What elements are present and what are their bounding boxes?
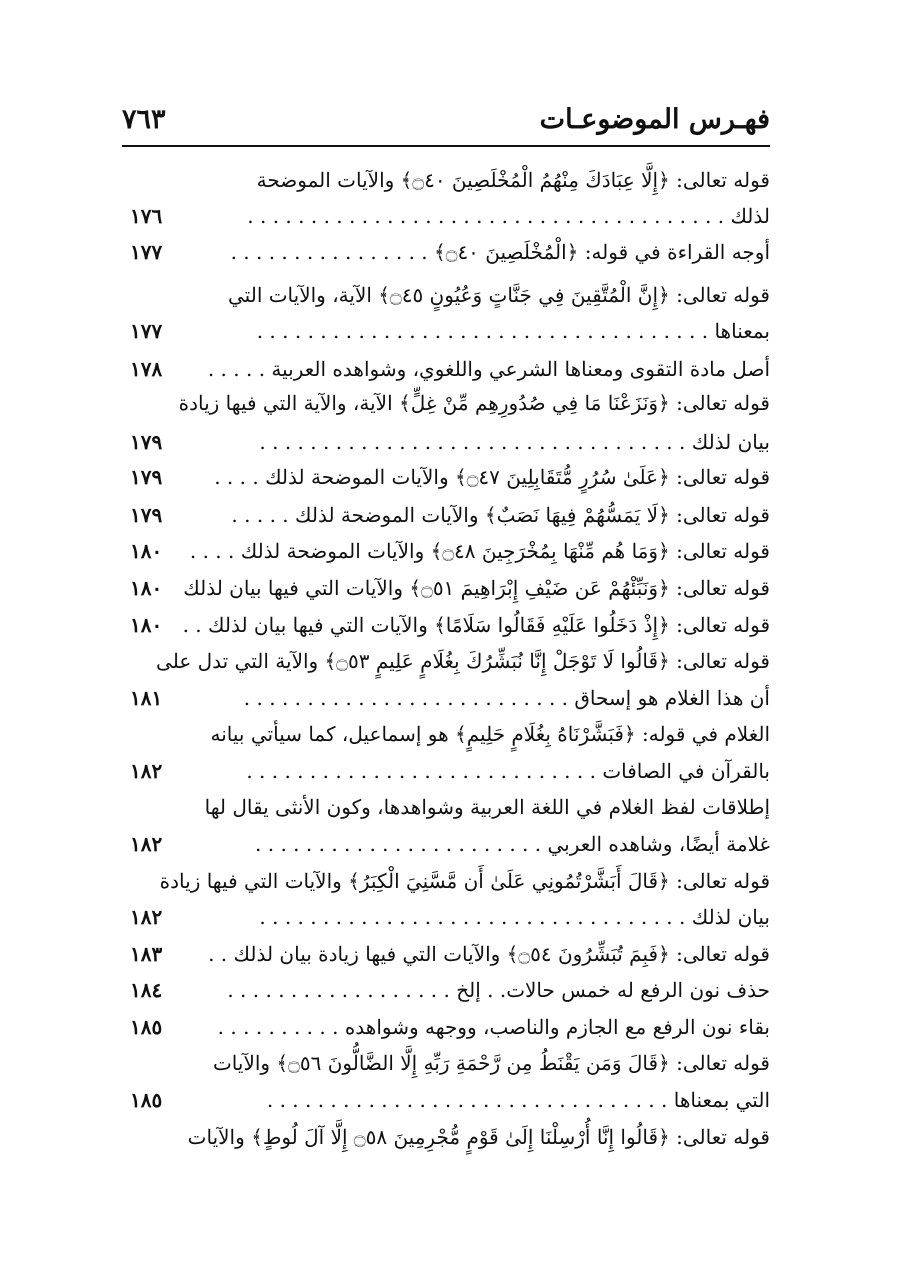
line-page-number: ١٧٩ — [130, 465, 163, 489]
line-text: قوله تعالى: ﴿عَلَىٰ سُرُرٍ مُّتَقَابِلِينَ ۝٤٧﴾ والآيات الموضحة لذلك . . . . — [214, 465, 770, 489]
header-rule — [122, 145, 770, 147]
line-text: غلامة أيضًا، وشاهده العربي . . . . . . . . . . . . . . . . . . . . . . . — [255, 832, 770, 856]
index-line — [130, 319, 770, 351]
line-text: قوله تعالى: ﴿وَنَبِّئْهُمْ عَن ضَيْفِ إِبْرَاهِيمَ ۝٥١﴾ والآيات التي فيها بيان لذلك — [183, 576, 770, 600]
line-page-number: ١٧٧ — [130, 319, 163, 343]
index-line — [130, 576, 770, 608]
line-page-number: ١٨٤ — [130, 978, 163, 1002]
index-line — [130, 722, 770, 754]
line-text: قوله تعالى: ﴿إِذْ دَخَلُوا عَلَيْهِ فَقَالُوا سَلَامًا﴾ والآيات التي فيها بيان لذلك . . — [182, 613, 770, 637]
running-title: فهـرس الموضوعـات — [539, 104, 770, 135]
index-line — [130, 1088, 770, 1120]
line-text: قوله تعالى: ﴿وَنَزَعْنَا مَا فِي صُدُورِهِم مِّنْ غِلٍّ﴾ الآية، والآية التي فيها زيادة — [178, 391, 770, 415]
line-text: أن هذا الغلام هو إسحاق . . . . . . . . . . . . . . . . . . . . . . . . . . — [243, 686, 770, 710]
index-line — [130, 1125, 770, 1157]
line-page-number: ١٨٠ — [130, 613, 163, 637]
line-text: بيان لذلك . . . . . . . . . . . . . . . . . . . . . . . . . . . . . . . . . . — [259, 430, 770, 454]
index-line — [130, 357, 770, 389]
line-page-number: ١٨١ — [130, 686, 163, 710]
line-page-number: ١٨٢ — [130, 759, 163, 783]
index-line — [130, 391, 770, 423]
line-text: قوله تعالى: ﴿قَالُوا إِنَّا أُرْسِلْنَا إِلَىٰ قَوْمٍ مُّجْرِمِينَ ۝٥٨ إِلَّا آلَ لُوطٍ﴾ والآيات — [187, 1125, 770, 1149]
index-line — [130, 686, 770, 718]
line-text: بمعناها . . . . . . . . . . . . . . . . . . . . . . . . . . . . . . . . . . . . — [256, 319, 770, 343]
line-page-number: ١٧٨ — [130, 357, 163, 381]
index-line — [130, 1051, 770, 1083]
line-text: قوله تعالى: ﴿وَمَا هُم مِّنْهَا بِمُخْرَجِينَ ۝٤٨﴾ والآيات الموضحة لذلك . . . . — [189, 539, 770, 563]
line-text: قوله تعالى: ﴿لَا يَمَسُّهُمْ فِيهَا نَصَبٌ﴾ والآيات الموضحة لذلك . . . . . — [231, 503, 770, 527]
index-line — [130, 240, 770, 272]
page-number: ٧٦٣ — [122, 104, 166, 135]
index-line — [130, 1015, 770, 1047]
index-line — [130, 832, 770, 864]
line-text: لذلك . . . . . . . . . . . . . . . . . . . . . . . . . . . . . . . . . . . . . . — [247, 204, 770, 228]
line-text: أصل مادة التقوى ومعناها الشرعي واللغوي، وشواهده العربية . . . . . — [207, 357, 770, 381]
line-text: قوله تعالى: ﴿فَبِمَ تُبَشِّرُونَ ۝٥٤﴾ والآيات التي فيها زيادة بيان لذلك . . — [208, 942, 770, 966]
index-line — [130, 503, 770, 535]
line-text: بالقرآن في الصافات . . . . . . . . . . . . . . . . . . . . . . . . . . . . — [246, 759, 770, 783]
line-page-number: ١٧٩ — [130, 503, 163, 527]
page-header — [122, 104, 770, 140]
index-line — [130, 942, 770, 974]
index-line — [130, 283, 770, 315]
index-line — [130, 539, 770, 571]
index-line — [130, 905, 770, 937]
line-text: أوجه القراءة في قوله: ﴿الْمُخْلَصِينَ ۝٤٠﴾ . . . . . . . . . . . . . . . . — [230, 240, 770, 264]
line-page-number: ١٨٠ — [130, 539, 163, 563]
line-text: بقاء نون الرفع مع الجازم والناصب، ووجهه وشواهده . . . . . . . . . . — [217, 1015, 770, 1039]
line-page-number: ١٨٣ — [130, 942, 163, 966]
line-page-number: ١٧٧ — [130, 240, 163, 264]
line-text: التي بمعناها . . . . . . . . . . . . . . . . . . . . . . . . . . . . . . . . — [266, 1088, 770, 1112]
index-line — [130, 759, 770, 791]
line-text: قوله تعالى: ﴿إِنَّ الْمُتَّقِينَ فِي جَنَّاتٍ وَعُيُونٍ ۝٤٥﴾ الآية، والآيات التي — [228, 283, 770, 307]
line-text: قوله تعالى: ﴿قَالَ أَبَشَّرْتُمُونِي عَلَىٰ أَن مَّسَّنِيَ الْكِبَرُ﴾ والآيات التي فيها زيادة — [159, 869, 770, 893]
index-line — [130, 869, 770, 901]
line-page-number: ١٨٥ — [130, 1088, 163, 1112]
index-line — [130, 430, 770, 462]
index-line — [130, 465, 770, 497]
line-text: الغلام في قوله: ﴿فَبَشَّرْنَاهُ بِغُلَامٍ حَلِيمٍ﴾ هو إسماعيل، كما سيأتي بيانه — [210, 722, 770, 746]
index-line — [130, 168, 770, 200]
line-page-number: ١٨٢ — [130, 832, 163, 856]
line-page-number: ١٨٢ — [130, 905, 163, 929]
line-text: قوله تعالى: ﴿قَالُوا لَا تَوْجَلْ إِنَّا نُبَشِّرُكَ بِغُلَامٍ عَلِيمٍ ۝٥٣﴾ والآية التي تدل على — [156, 649, 770, 673]
line-page-number: ١٨٥ — [130, 1015, 163, 1039]
line-text: إطلاقات لفظ الغلام في اللغة العربية وشواهدها، وكون الأنثى يقال لها — [204, 795, 770, 819]
line-text: بيان لذلك . . . . . . . . . . . . . . . . . . . . . . . . . . . . . . . . . . — [259, 905, 770, 929]
line-page-number: ١٧٦ — [130, 204, 163, 228]
line-page-number: ١٨٠ — [130, 576, 163, 600]
index-line — [130, 204, 770, 236]
line-text: قوله تعالى: ﴿قَالَ وَمَن يَقْنَطُ مِن رَّحْمَةِ رَبِّهِ إِلَّا الضَّالُّونَ ۝٥٦﴾ والآيات — [212, 1051, 770, 1075]
index-line — [130, 613, 770, 645]
index-line — [130, 649, 770, 681]
line-text: قوله تعالى: ﴿إِلَّا عِبَادَكَ مِنْهُمُ الْمُخْلَصِينَ ۝٤٠﴾ والآيات الموضحة — [256, 168, 770, 192]
line-text: حذف نون الرفع له خمس حالات. . إلخ . . . . . . . . . . . . . . . . . . — [227, 978, 770, 1002]
index-line — [130, 978, 770, 1010]
index-line — [130, 795, 770, 827]
line-page-number: ١٧٩ — [130, 430, 163, 454]
